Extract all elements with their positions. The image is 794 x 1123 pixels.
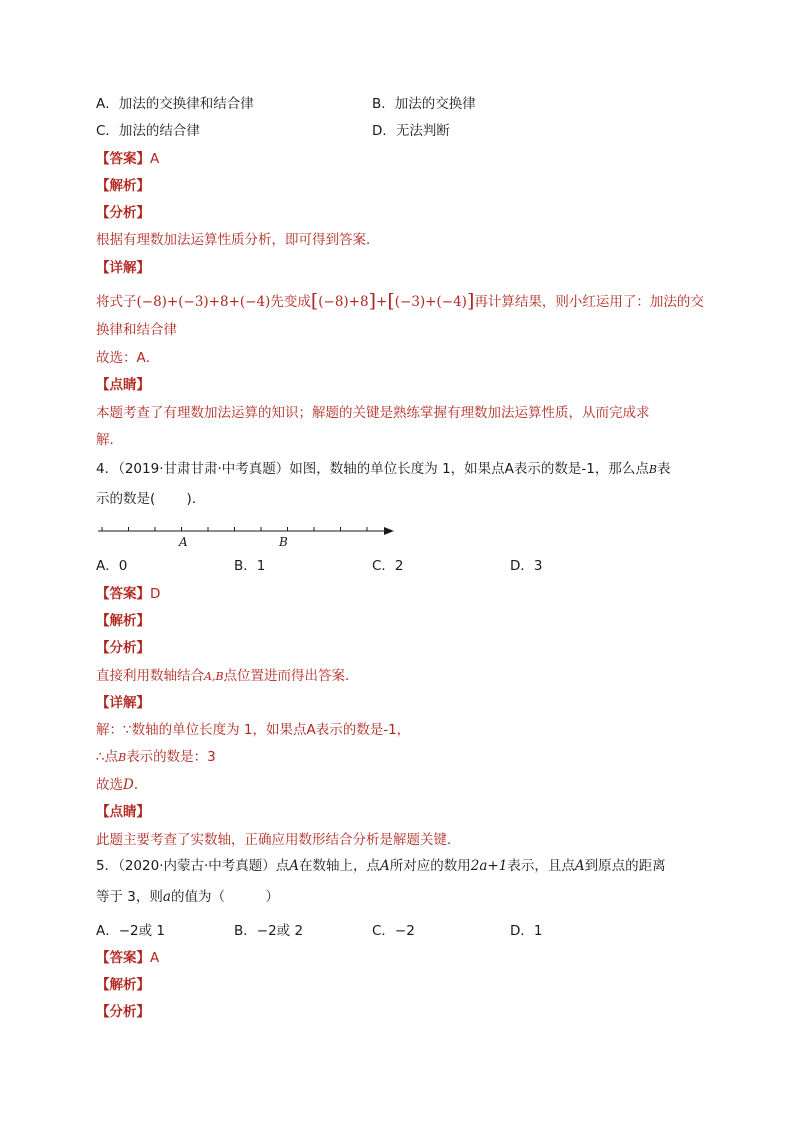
q4-fenxi-tag: 【分析】 (96, 640, 150, 656)
bracket-expression: [(−8)+8]+[(−3)+(−4)] (310, 290, 475, 312)
q4-option-a: A．0 (96, 558, 128, 574)
text-segment: 先变成 (270, 294, 311, 310)
text-segment: 到原点的距离 (584, 858, 666, 874)
point-b-label: B (279, 535, 288, 549)
q3-analysis-tag: 【解析】 (96, 178, 150, 194)
text-segment: 表示的数是：3 (126, 749, 216, 765)
text-segment: 在数轴上，点 (299, 858, 381, 874)
q5-answer (96, 948, 159, 968)
text-segment: ∴点 (96, 749, 119, 765)
text-segment: 直接利用数轴结合 (96, 668, 204, 684)
answer-tag: 【答案】 (96, 151, 150, 167)
q3-option-a: A．加法的交换律和结合律 (96, 96, 254, 112)
text-segment: 再计算结果，则小红运用了：加法的交 (474, 294, 704, 310)
number-line (98, 527, 394, 535)
q4-choose (96, 775, 147, 795)
q3-comment-line-1: 本题考查了有理数加法运算的知识；解题的关键是熟练掌握有理数加法运算性质，从而完成求 (96, 405, 650, 421)
q3-option-d: D．无法判断 (372, 123, 450, 139)
text-segment: 所对应的数用 (389, 858, 471, 874)
answer-value: D (150, 586, 161, 602)
text-segment: 的值为（ ） (170, 889, 279, 905)
q3-option-b: B．加法的交换律 (372, 96, 476, 112)
answer-tag: 【答案】 (96, 950, 150, 966)
q4-fenxi-text (96, 666, 359, 687)
math-variable: B (118, 751, 127, 764)
q3-answer (96, 149, 159, 169)
math-expression: (−3)+(−4) (394, 294, 467, 310)
number-line-figure (96, 520, 406, 552)
math-variable: B (648, 463, 657, 476)
q4-stem-line-2: 示的数是( )． (96, 491, 206, 507)
text-segment: 等于 3，则 (96, 889, 163, 905)
q5-stem-line-1 (96, 856, 666, 876)
q3-choose: 故选：A． (96, 350, 160, 366)
text-segment: 将式子 (96, 294, 137, 310)
text-segment: 表示，且点 (507, 858, 575, 874)
q4-detail-line-2 (96, 747, 216, 768)
q4-option-c: C．2 (372, 558, 404, 574)
q4-option-d: D．3 (510, 558, 543, 574)
math-variable: D (123, 777, 134, 793)
q4-detail-tag: 【详解】 (96, 695, 150, 711)
q5-option-d: D．1 (510, 923, 543, 939)
text-segment: 故选 (96, 777, 123, 793)
q4-analysis-tag: 【解析】 (96, 613, 150, 629)
text-segment: 5．（2020·内蒙古·中考真题）点 (96, 858, 290, 874)
point-a-label: A (179, 535, 188, 549)
axis-arrow (384, 527, 394, 535)
q3-detail-line-1 (96, 291, 704, 312)
q5-option-b: B．−2或 2 (234, 923, 304, 939)
text-segment: ． (133, 777, 148, 793)
q5-stem-line-2 (96, 887, 279, 907)
q4-option-b: B．1 (234, 558, 266, 574)
math-operator: + (376, 294, 388, 310)
q5-fenxi-tag: 【分析】 (96, 1004, 150, 1020)
q3-comment-tag: 【点睛】 (96, 377, 150, 393)
math-expression: 2a+1 (470, 858, 508, 874)
math-variable: a (162, 889, 171, 905)
q5-option-c: C．−2 (372, 923, 415, 939)
q5-option-a: A．−2或 1 (96, 923, 166, 939)
text-segment: 点位置进而得出答案． (223, 668, 359, 684)
math-variable: A (380, 858, 390, 874)
math-expression: (−8)+(−3)+8+(−4) (136, 294, 271, 310)
q3-option-c: C．加法的结合律 (96, 123, 200, 139)
text-segment: 表 (656, 461, 671, 477)
q3-fenxi-tag: 【分析】 (96, 205, 150, 221)
text-segment: 4．（2019·甘肃甘肃·中考真题）如图，数轴的单位长度为 1，如果点A表示的数是-1，那么点 (96, 461, 649, 477)
q4-comment-tag: 【点睛】 (96, 804, 150, 820)
q3-fenxi-text: 根据有理数加法运算性质分析，即可得到答案． (96, 232, 380, 248)
math-expression: (−8)+8 (318, 294, 369, 310)
math-variable: A (289, 858, 300, 874)
q4-answer (96, 584, 160, 604)
q3-comment-line-2: 解． (96, 432, 123, 448)
q5-analysis-tag: 【解析】 (96, 977, 150, 993)
answer-value: A (150, 950, 160, 966)
q4-detail-line-1: 解：∵数轴的单位长度为 1，如果点A表示的数是-1， (96, 722, 411, 738)
answer-value: A (150, 151, 160, 167)
q3-detail-line-2: 换律和结合律 (96, 322, 177, 338)
answer-tag: 【答案】 (96, 586, 150, 602)
math-variable: A (574, 858, 585, 874)
q4-stem-line-1 (96, 459, 670, 480)
q3-detail-tag: 【详解】 (96, 260, 150, 276)
q4-comment: 此题主要考查了实数轴，正确应用数形结合分析是解题关键． (96, 832, 461, 848)
math-variable: A,B (204, 670, 224, 683)
